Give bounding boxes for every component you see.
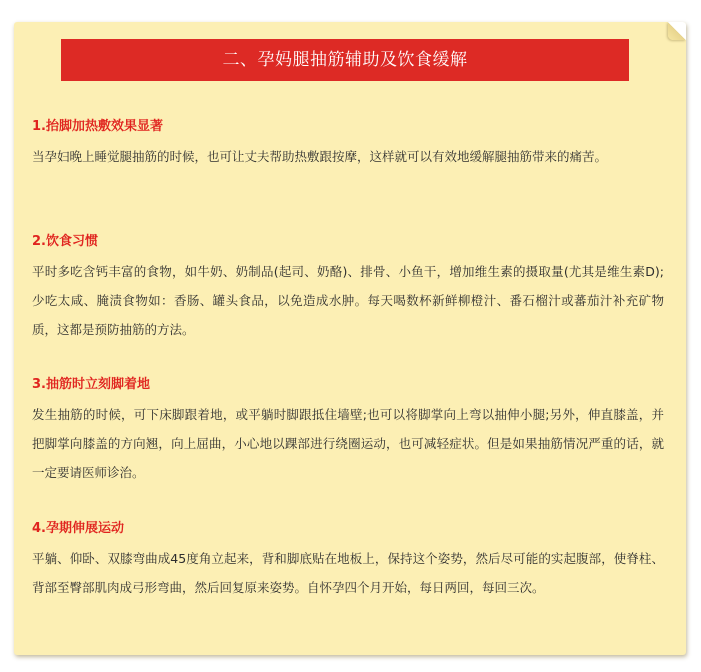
title-banner: 二、孕妈腿抽筋辅助及饮食缓解	[61, 39, 629, 81]
section-body: 当孕妇晚上睡觉腿抽筋的时候，也可让丈夫帮助热敷跟按摩，这样就可以有效地缓解腿抽筋带来的痛苦。	[32, 149, 608, 164]
section-heading: 1.抬脚加热敷效果显著	[32, 119, 163, 134]
section-2	[32, 233, 664, 344]
section-heading: 4.孕期伸展运动	[32, 521, 124, 536]
folded-corner	[668, 22, 686, 40]
section-1	[32, 118, 664, 171]
section-3	[32, 376, 664, 487]
section-body: 平躺、仰卧、双膝弯曲成45度角立起来，背和脚底贴在地板上，保持这个姿势，然后尽可能的实起腹部，使脊柱、背部至臀部肌肉成弓形弯曲，然后回复原来姿势。自怀孕四个月开始，每日两回，每回三次。	[32, 551, 664, 595]
article-card	[14, 22, 686, 655]
section-body: 平时多吃含钙丰富的食物，如牛奶、奶制品(起司、奶酪)、排骨、小鱼干，增加维生素的摄取量(尤其是维生素D);少吃太咸、腌渍食物如：香肠、罐头食品，以免造成水肿。每天喝数杯新鲜柳橙汁、番石榴汁或蕃茄汁补充矿物质，这都是预防抽筋的方法。	[32, 264, 664, 337]
section-4	[32, 520, 664, 602]
section-heading: 3.抽筋时立刻脚着地	[32, 377, 150, 392]
section-heading: 2.饮食习惯	[32, 234, 98, 249]
section-body: 发生抽筋的时候，可下床脚跟着地，或平躺时脚跟抵住墙壁;也可以将脚掌向上弯以抽伸小腿;另外，伸直膝盖，并把脚掌向膝盖的方向翘，向上屈曲，小心地以踝部进行绕圈运动，也可减轻症状。但是如果抽筋情况严重的话，就一定要请医师诊治。	[32, 407, 664, 480]
